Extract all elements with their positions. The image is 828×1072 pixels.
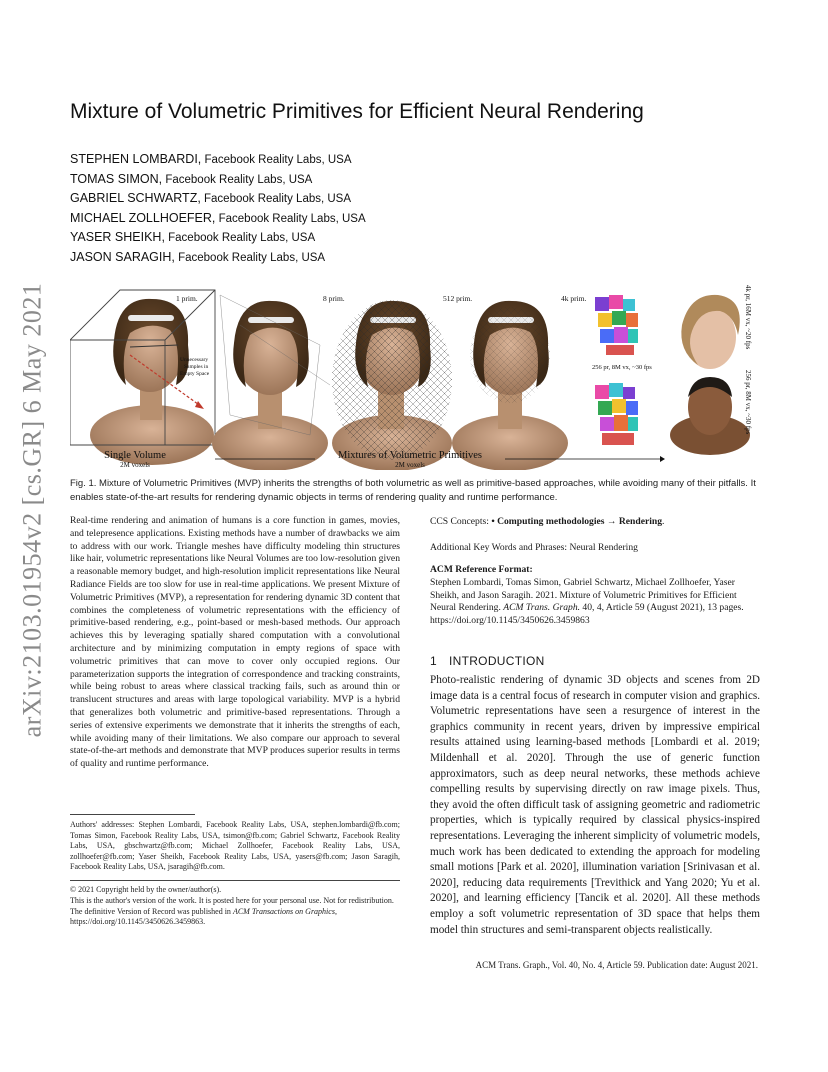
author-affiliation: Facebook Reality Labs, USA — [174, 251, 326, 264]
teaser-figure — [70, 285, 758, 470]
acm-ref-heading: ACM Reference Format: — [430, 564, 533, 575]
acm-journal: ACM Trans. Graph. — [503, 602, 581, 614]
authors-addresses: Authors' addresses: Stephen Lombardi, Facebook Reality Labs, USA, stephen.lombardi@fb.com; Tomas Simon, Facebook Reality Labs, USA, tsimon@fb.com; Gabriel Schwartz, Facebook Reality Labs, USA, gbschwartz@fb.com; Michael Zollhoefer, Facebook Reality Labs, USA, zollhoefer@fb.com; Yaser Sheikh, Facebook Reality Labs, USA, yasers@fb.com; Jason Saragih, Facebook Reality Labs, USA, jsaragih@fb.com. — [70, 820, 400, 872]
result-portrait-woman — [681, 295, 739, 369]
copyright-divider — [70, 880, 400, 881]
author-affiliation: Facebook Reality Labs, USA — [200, 193, 352, 206]
mixtures-title: Mixtures of Volumetric Primitives — [338, 450, 482, 461]
author-affiliation: Facebook Reality Labs, USA — [201, 154, 352, 166]
section-heading — [430, 654, 760, 668]
version-notice — [70, 896, 400, 928]
venue-name: ACM Transactions on Graphics — [232, 906, 335, 916]
panel-label: 4k prim. — [561, 294, 587, 303]
doi-text: , https://doi.org/10.1145/3450626.3459863. — [70, 906, 337, 927]
acm-ref-doi: 40, 4, Article 59 (August 2021), 13 pages. https://doi.org/10.1145/3450626.3459863 — [430, 602, 744, 627]
author-affiliation: Facebook Reality Labs, USA — [164, 232, 316, 245]
ccs-end: . — [662, 516, 665, 527]
panel-label: 1 prim. — [176, 294, 198, 303]
author-name: YASER SHEIKH, — [70, 230, 165, 245]
ccs-label: CCS Concepts: — [430, 516, 492, 527]
single-volume-sub: 2M voxels — [120, 461, 150, 469]
author-line — [70, 150, 570, 170]
panel-single-volume — [70, 290, 215, 465]
author-line — [70, 248, 570, 268]
author-name: JASON SARAGIH, — [70, 249, 175, 264]
copyright-notice — [70, 885, 400, 928]
annotation-text: Empty Space — [180, 371, 210, 377]
author-name: STEPHEN LOMBARDI, — [70, 152, 202, 166]
panel-4k-primitives — [452, 301, 568, 470]
author-line — [70, 228, 570, 248]
acm-reference — [430, 577, 760, 628]
result-portrait-man — [670, 377, 750, 455]
side-label-top: 4k pr, 16M vx, ~20 fps — [744, 285, 752, 350]
ccs-bullet: • — [491, 516, 498, 527]
keywords: Additional Key Words and Phrases: Neural Rendering — [430, 542, 638, 553]
section-title: INTRODUCTION — [448, 654, 545, 668]
single-volume-title: Single Volume — [104, 450, 166, 461]
page-footer: ACM Trans. Graph., Vol. 40, No. 4, Article 59. Publication date: August 2021. — [475, 960, 758, 970]
footnote-divider — [70, 814, 195, 815]
acm-ref-text: Stephen Lombardi, Tomas Simon, Gabriel Schwartz, Michael Zollhoefer, Yaser Sheikh, and Jason Saragih. 2021. Mixture of Volumetric Primitives for Efficient Neural Rendering. — [430, 577, 737, 614]
introduction-text: Photo-realistic rendering of dynamic 3D objects and scenes from 2D image data is a central focus of research in computer vision and graphics. Volumetric representations have seen a resurgence of interest in the graphics community in recent years, driven by impressive empirical results attained using learning-based methods [Lombardi et al. 2019; Mildenhall et al. 2020]. Through the use of generic function approximators, such as deep neural networks, these methods achieve compelling results by supervising directly on raw image pixels. Thus, they avoid the often difficult task of assigning geometric and radiometric properties, which is typically required by classical physics-inspired representations. Leveraging the inherent simplicity of volumetric models, much work has been dedicated to extending the approach for modeling small motions [Park et al. 2020], illumination variation [Srinivasan et al. 2020], reducing data requirements [Trevithick and Yang 2020; Yu et al. 2020], and learning efficiency [Tancik et al. 2020]. All these methods employ a soft volumetric representation of 3D space that helps them model thin structures and semi-transparent objects realistically. — [430, 674, 760, 936]
author-line — [70, 189, 570, 209]
panel-8-primitives — [212, 295, 330, 470]
author-affiliation: Facebook Reality Labs, USA — [162, 173, 313, 186]
mixtures-arrow — [215, 455, 665, 463]
figure-caption: Fig. 1. Mixture of Volumetric Primitives (MVP) inherits the strengths of both volumetric as well as primitive-based approaches, while avoiding many of their pitfalls. It enables state-of-the-art results for rendering dynamic objects in terms of rendering quality and runtime performance. — [70, 478, 756, 503]
primitive-visualization-top — [595, 295, 638, 355]
abstract: Real-time rendering and animation of humans is a core function in games, movies, and telepresence applications. Existing methods have a number of drawbacks we aim to address with our work. Triangle meshes have difficulty modeling thin structures like hair, volumetric representations like Neural Volumes are too low-resolution given a reasonable memory budget, and high-resolution implicit representations like Neural Radiance Fields are too slow for use in real-time applications. We present Mixture of Volumetric Primitives (MVP), a representation for rendering dynamic 3D content that combines the completeness of volumetric representations with the efficiency of primitive-based rendering, e.g., point-based or mesh-based methods. Our approach achieves this by leveraging spatially shared computation with a convolutional architecture and by minimizing computation in empty regions of space with volumetric primitives that can move to cover only occupied regions. Our parameterization supports the integration of correspondence and tracking constraints, while being robust to areas where classical tracking fails, such as around thin or translucent structures and areas with large topological variability. MVP is a hybrid that generalizes both volumetric and primitive-based representations. Through a series of extensive experiments we demonstrate that it inherits the strengths of each, while avoiding many of their limitations. We also compare our approach to several state-of-the-art methods and demonstrate that MVP produces superior results in terms of quality and runtime performance. — [70, 515, 400, 770]
side-label-bottom: 256 pr, 8M vx, ~30 fps — [744, 370, 752, 435]
single-volume-label — [90, 450, 180, 469]
mixtures-sub: 2M voxels — [395, 461, 425, 469]
author-name: TOMAS SIMON, — [70, 171, 163, 186]
copyright-line: © 2021 Copyright held by the owner/author(s). — [70, 885, 222, 894]
ccs-concepts — [430, 515, 760, 528]
primitive-visualization-bottom — [595, 383, 638, 445]
panel-label: 512 prim. — [443, 294, 473, 303]
annotation-text: Unnecessary — [180, 357, 209, 363]
author-list — [70, 150, 570, 268]
annotation-text: Samples in — [184, 364, 209, 370]
panel-label: 8 prim. — [323, 294, 345, 303]
author-line — [70, 170, 570, 190]
version-notice-text: This is the author's version of the work. It is posted here for your personal use. Not for redistribution. The definitive Version of Record was published in — [70, 895, 394, 916]
author-name: GABRIEL SCHWARTZ, — [70, 191, 201, 206]
figure-label: 256 pr, 8M vx, ~30 fps — [592, 364, 652, 371]
author-affiliation: Facebook Reality Labs, USA — [215, 212, 366, 225]
figure-labels — [70, 450, 758, 472]
section-number: 1 — [430, 654, 437, 668]
arxiv-identifier: arXiv:2103.01954v2 [cs.GR] 6 May 2021 — [17, 282, 46, 738]
author-name: MICHAEL ZOLLHOEFER, — [70, 210, 216, 225]
paper-title: Mixture of Volumetric Primitives for Efficient Neural Rendering — [70, 100, 644, 123]
author-line — [70, 209, 570, 229]
panel-512-primitives — [332, 300, 452, 470]
ccs-concept: Computing methodologies → Rendering — [497, 516, 663, 527]
arxiv-sidebar — [8, 280, 56, 740]
